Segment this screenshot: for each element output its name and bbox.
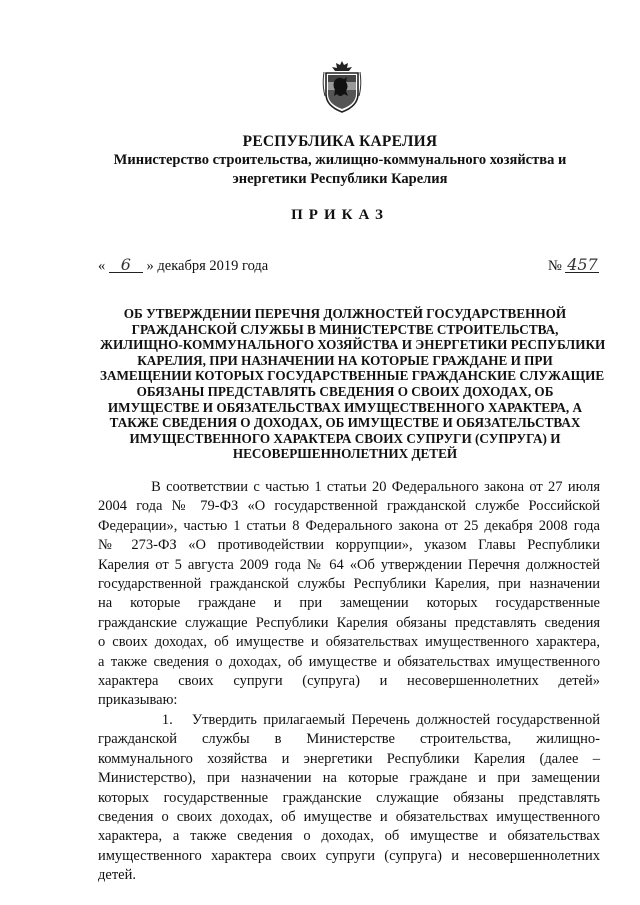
document-number bbox=[548, 257, 599, 275]
number-value-handwritten: 457 bbox=[567, 255, 598, 274]
coat-of-arms-emblem bbox=[322, 60, 362, 114]
body-line: 2004 года № 79-ФЗ «О государственной гражданской службе Российской bbox=[98, 498, 600, 515]
title-line: ТАКЖЕ СВЕДЕНИЯ О ДОХОДАХ, ОБ ИМУЩЕСТВЕ И ОБЯЗАТЕЛЬСТВАХ bbox=[109, 415, 581, 431]
body-line: сведения о своих доходах, об имуществе и обязательствах имущественного bbox=[98, 808, 600, 825]
date-close-quote: » bbox=[146, 258, 154, 274]
title-line: ЗАМЕЩЕНИИ КОТОРЫХ ГОСУДАРСТВЕННЫЕ ГРАЖДАНСКИЕ СЛУЖАЩИЕ bbox=[100, 368, 605, 384]
date-day-handwritten: 6 bbox=[109, 257, 143, 273]
clause-1-paragraph bbox=[98, 711, 600, 886]
title-line: ОБЯЗАНЫ ПРЕДСТАВЛЯТЬ СВЕДЕНИЯ О СВОИХ ДОХОДАХ, ОБ bbox=[136, 383, 554, 399]
title-line: КАРЕЛИЯ, ПРИ НАЗНАЧЕНИИ НА КОТОРЫЕ ГРАЖДАНЕ И ПРИ bbox=[137, 352, 553, 368]
title-line: ИМУЩЕСТВЕ И ОБЯЗАТЕЛЬСТВАХ ИМУЩЕСТВЕННОГО ХАРАКТЕРА, А bbox=[107, 399, 583, 415]
body-line: гражданской службы в Министерстве строительства, жилищно- bbox=[98, 731, 600, 748]
date-open-quote: « bbox=[98, 258, 106, 274]
body-line: характера своих супруги (супруга) и несовершеннолетних детей» bbox=[98, 672, 600, 689]
title-line: ЖИЛИЩНО-КОММУНАЛЬНОГО ХОЗЯЙСТВА И ЭНЕРГЕТИКИ РЕСПУБЛИКИ bbox=[100, 337, 606, 353]
body-line: № 273-ФЗ «О противодействии коррупции», указом Главы Республики bbox=[98, 537, 600, 554]
title-line: ОБ УТВЕРЖДЕНИИ ПЕРЕЧНЯ ДОЛЖНОСТЕЙ ГОСУДАРСТВЕННОЙ bbox=[123, 306, 567, 321]
title-line: ГРАЖДАНСКОЙ СЛУЖБЫ В МИНИСТЕРСТВЕ СТРОИТЕЛЬСТВА, bbox=[131, 321, 559, 337]
body-line: Карелия от 5 августа 2009 года № 64 «Об утверждении Перечня должностей bbox=[98, 556, 600, 573]
body-line: 1. Утвердить прилагаемый Перечень должностей государственной bbox=[98, 712, 600, 728]
preamble-paragraph bbox=[98, 478, 600, 711]
body-line: а также сведения о доходах, об имуществе и обязательствах имущественного bbox=[98, 653, 600, 670]
title-line: ИМУЩЕСТВЕННОГО ХАРАКТЕРА СВОИХ СУПРУГИ (СУПРУГА) И bbox=[129, 430, 561, 446]
body-line: которых государственные гражданские служащие обязаны представлять bbox=[98, 789, 600, 806]
body-line: коммунального хозяйства и энергетики Республики Карелия (далее – bbox=[98, 750, 600, 767]
republic-title: РЕСПУБЛИКА КАРЕЛИЯ bbox=[242, 133, 438, 150]
body-line: государственной гражданской службы Республики Карелия, при назначении bbox=[98, 575, 600, 592]
body-line: о своих доходах, об имуществе и обязательствах имущественного характера, bbox=[98, 634, 600, 651]
order-title bbox=[100, 306, 606, 462]
body-line: Министерство), при назначении на которые граждане и при замещении bbox=[98, 770, 600, 787]
ministry-name-line-1: Министерство строительства, жилищно-коммунального хозяйства и bbox=[113, 152, 567, 168]
number-label: № bbox=[548, 258, 562, 274]
body-line: В соответствии с частью 1 статьи 20 Федерального закона от 27 июля bbox=[98, 479, 600, 495]
body-line: гражданские служащие Республики Карелия обязаны представлять сведения bbox=[98, 614, 600, 631]
ministry-name-line-2: энергетики Республики Карелия bbox=[232, 171, 448, 187]
body-line: приказываю: bbox=[98, 692, 178, 709]
body-line: Федерации», частью 1 статьи 8 Федерального закона от 25 декабря 2008 года bbox=[98, 517, 600, 534]
body-line: характера, а также сведения о доходах, об имуществе и обязательствах bbox=[98, 828, 600, 845]
document-date bbox=[98, 257, 268, 275]
body-line: детей. bbox=[98, 867, 136, 884]
body-line: на которые граждане и при замещении которых государственные bbox=[98, 595, 600, 612]
body-line: имущественного характера своих супруги (супруга) и несовершеннолетних bbox=[98, 847, 600, 864]
document-type-title: ПРИКАЗ bbox=[291, 207, 389, 223]
title-line: НЕСОВЕРШЕННОЛЕТНИХ ДЕТЕЙ bbox=[232, 446, 458, 462]
date-month-year: декабря 2019 года bbox=[157, 258, 269, 274]
